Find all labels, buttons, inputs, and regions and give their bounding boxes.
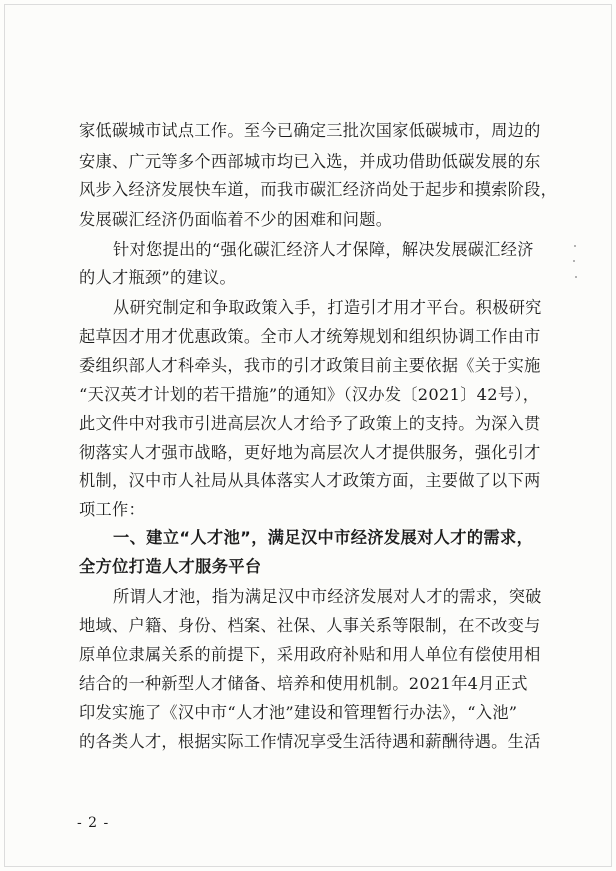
page-number: - 2 - (77, 815, 110, 831)
section-heading: 一、建立“人才池”，满足汉中市经济发展对人才的需求， (113, 528, 534, 547)
body-text-line: 委组织部人才科牵头，我市的引才政策目前主要依据《关于实施 (79, 356, 541, 375)
scan-speck (575, 276, 577, 278)
body-text-line: 发展碳汇经济仍面临着不少的困难和问题。 (79, 210, 393, 229)
body-text-line: 的各类人才，根据实际工作情况享受生活待遇和薪酬待遇。生活 (79, 732, 541, 751)
body-text-line: 从研究制定和争取政策入手，打造引才用才平台。积极研究 (113, 298, 542, 317)
body-text-line: 起草因才用才优惠政策。全市人才统筹规划和组织协调工作由市 (79, 327, 541, 346)
body-text-line: 结合的一种新型人才储备、培养和使用机制。2021年4月正式 (79, 674, 528, 693)
scan-speck (573, 260, 575, 262)
body-text-line: 针对您提出的“强化碳汇经济人才保障，解决发展碳汇经济 (113, 240, 534, 259)
body-text-line: 机制，汉中市人社局从具体落实人才政策方面，主要做了以下两 (79, 471, 541, 490)
body-text-line: 彻落实人才强市战略，更好地为高层次人才提供服务，强化引才 (79, 443, 541, 462)
body-text-line: 项工作： (79, 500, 145, 519)
body-text-line: 印发实施了《汉中市“人才池”建设和管理暂行办法》，“入池” (79, 703, 518, 722)
body-text-line: 风步入经济发展快车道，而我市碳汇经济尚处于起步和摸索阶段， (79, 180, 558, 199)
body-text-line: 所谓人才池，指为满足汉中市经济发展对人才的需求，突破 (113, 587, 542, 606)
body-text-line: “天汉英才计划的若干措施”的通知》（汉办发〔2021〕42号）， (79, 385, 540, 404)
body-text-line: 地域、户籍、身份、档案、社保、人事关系等限制，在不改变与 (79, 616, 541, 635)
body-text-line: 安康、广元等多个西部城市均已入选，并成功借助低碳发展的东 (79, 152, 541, 171)
body-text-line: 的人才瓶颈”的建议。 (79, 268, 236, 287)
body-text-line: 原单位隶属关系的前提下，采用政府补贴和用人单位有偿使用相 (79, 645, 541, 664)
body-text-line: 此文件中对我市引进高层次人才给予了政策上的支持。为深入贯 (79, 414, 541, 433)
body-text-line: 家低碳城市试点工作。至今已确定三批次国家低碳城市，周边的 (79, 121, 541, 140)
scan-speck (574, 245, 576, 247)
section-heading: 全方位打造人才服务平台 (79, 557, 262, 576)
